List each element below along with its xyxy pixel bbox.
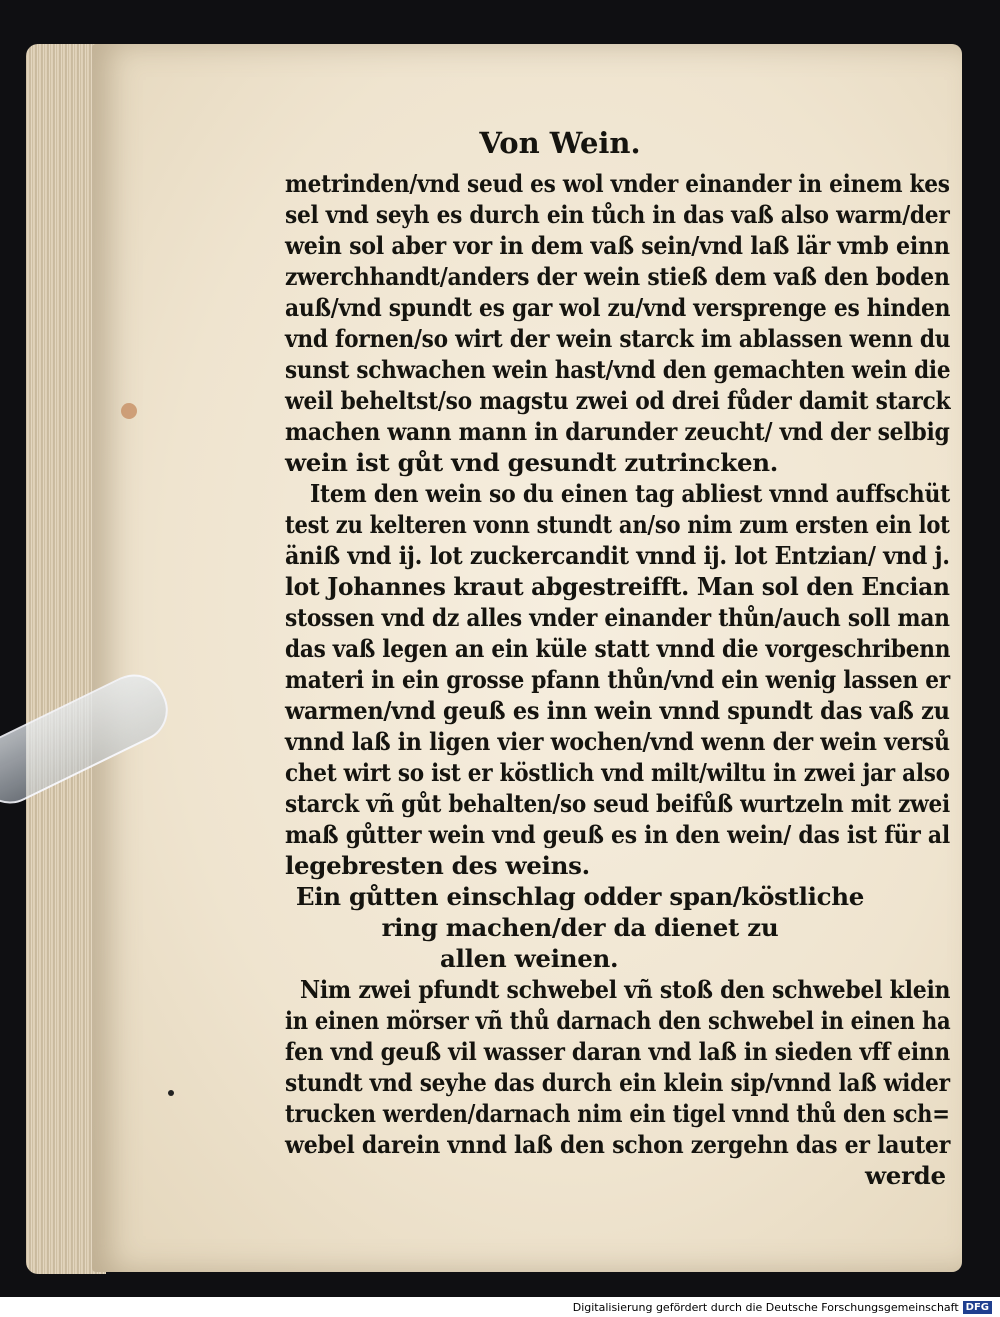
text-line: metrinden/vnd seud es wol vnder einander in einem kes	[285, 169, 950, 198]
text-line: warmen/vnd geuß es inn wein vnnd spundt das vaß zu	[285, 696, 950, 725]
text-line: weil beheltst/so magstu zwei od drei fůder damit starck	[285, 386, 951, 415]
page-stain	[121, 403, 137, 419]
text-line: webel darein vnnd laß den schon zergehn das er lauter	[285, 1130, 951, 1159]
text-line: lot Johannes kraut abgestreifft. Man sol den Encian	[285, 572, 950, 601]
text-line: maß gůtter wein vnd geuß es in den wein/ das ist für al	[285, 820, 950, 849]
section-heading: Ein gůtten einschlag odder span/köstliche	[295, 882, 865, 911]
text-line: vnnd laß in ligen vier wochen/vnd wenn der wein versů	[285, 727, 950, 756]
text-line: starck vñ gůt behalten/so seud beifůß wurtzeln mit zwei	[285, 789, 950, 818]
text-line: Nim zwei pfundt schwebel vñ stoß den schwebel klein	[300, 975, 951, 1004]
ink-speck	[168, 1090, 174, 1096]
text-line: in einen mörser vñ thů darnach den schwebel in einen ha	[285, 1006, 951, 1035]
text-line: auß/vnd spundt es gar wol zu/vnd versprenge es hinden	[285, 293, 951, 322]
footer-credit	[573, 1299, 992, 1315]
text-line: wein ist gůt vnd gesundt zutrincken.	[285, 448, 778, 477]
text-line: test zu kelteren vonn stundt an/so nim zum ersten ein lot	[285, 510, 950, 539]
dfg-logo: DFG	[963, 1301, 992, 1314]
footer-text: Digitalisierung gefördert durch die Deutsche Forschungsgemeinschaft	[572, 1300, 959, 1314]
page-header: Von Wein.	[479, 126, 641, 160]
text-line: materi in ein grosse pfann thůn/vnd ein wenig lassen er	[285, 665, 950, 694]
text-line: sel vnd seyh es durch ein tůch in das vaß also warm/der	[285, 200, 950, 229]
text-line: sunst schwachen wein hast/vnd den gemachten wein die	[285, 355, 951, 384]
text-line: wein sol aber vor in dem vaß sein/vnd laß lär vmb einn	[285, 231, 950, 260]
text-line: vnd fornen/so wirt der wein starck im ablassen wenn du	[285, 324, 951, 353]
text-line: chet wirt so ist er köstlich vnd milt/wiltu in zwei jar also	[285, 758, 950, 787]
text-line: Item den wein so du einen tag abliest vnnd auffschüt	[310, 479, 951, 508]
text-line: das vaß legen an ein küle statt vnnd die vorgeschribenn	[285, 634, 951, 663]
text-line: trucken werden/darnach nim ein tigel vnnd thů den sch=	[285, 1099, 950, 1128]
text-line: zwerchhandt/anders der wein stieß dem vaß den boden	[285, 262, 950, 291]
text-line: äniß vnd ij. lot zuckercandit vnnd ij. lot Entzian/ vnd j.	[285, 541, 950, 570]
text-line: stossen vnd dz alles vnder einander thůn/auch soll man	[285, 603, 950, 632]
text-line: fen vnd geuß vil wasser daran vnd laß in sieden vff einn	[285, 1037, 950, 1066]
text-line: legebresten des weins.	[285, 851, 590, 880]
section-heading: allen weinen.	[440, 944, 619, 973]
text-line: stundt vnd seyhe das durch ein klein sip/vnnd laß wider	[285, 1068, 950, 1097]
section-heading: ring machen/der da dienet zu	[381, 913, 779, 942]
text-line: machen wann mann in darunder zeucht/ vnd der selbig	[285, 417, 950, 446]
catchword: werde	[865, 1161, 946, 1190]
